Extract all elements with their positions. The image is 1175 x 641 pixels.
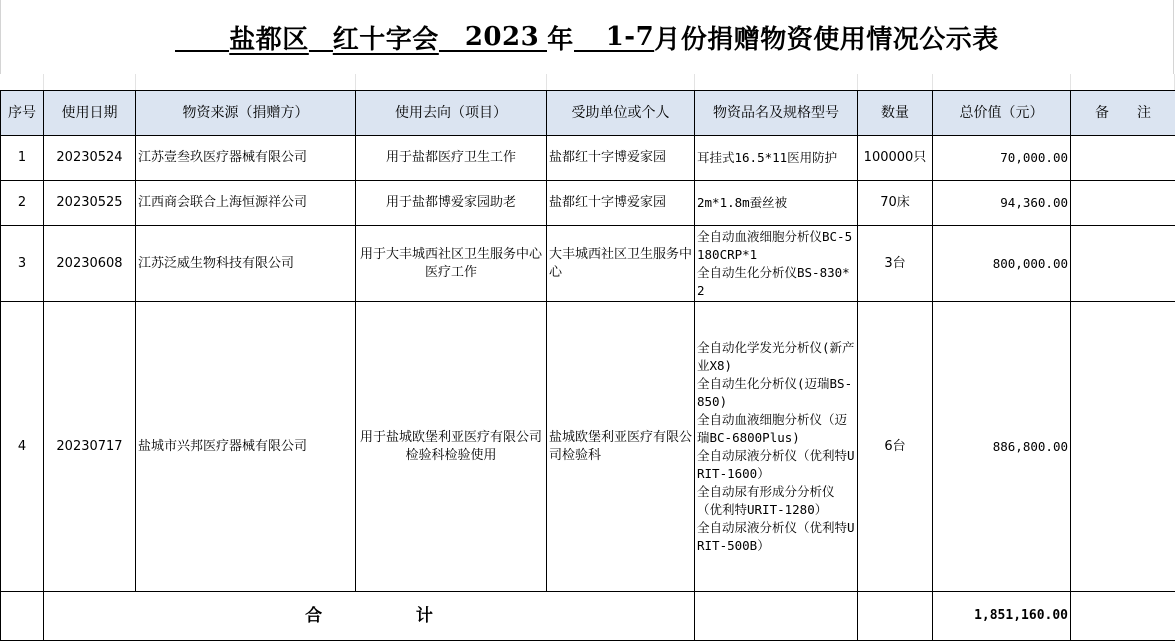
cell-remark[interactable] [1071, 302, 1175, 592]
cell-source[interactable]: 江西商会联合上海恒源祥公司 [136, 181, 356, 226]
title-org: 红十字会 [333, 19, 439, 56]
cell-date[interactable]: 20230524 [44, 136, 136, 181]
item-line: 全自动生化分析仪BS-830*2 [697, 264, 855, 300]
item-line: 耳挂式16.5*11医用防护 [697, 150, 837, 165]
col-header-date[interactable]: 使用日期 [44, 91, 136, 136]
table-header-row [1, 91, 1175, 136]
title-district: 盐都区 [229, 19, 309, 56]
cell-value[interactable]: 70,000.00 [933, 136, 1071, 181]
total-value[interactable]: 1,851,160.00 [933, 592, 1071, 641]
item-line: 全自动血液细胞分析仪（迈瑞BC-6800Plus) [697, 411, 855, 447]
cell-empty[interactable] [1071, 592, 1175, 641]
title-blank [439, 22, 465, 52]
item-line: 全自动尿液分析仪（优利特URIT-500B） [697, 519, 855, 555]
col-header-recipient[interactable]: 受助单位或个人 [547, 91, 695, 136]
table-row [1, 226, 1175, 302]
donation-table [0, 90, 1175, 641]
cell-qty[interactable]: 3台 [858, 226, 933, 302]
cell-empty[interactable] [1, 592, 44, 641]
cell-recipient[interactable]: 盐都红十字博爱家园 [547, 136, 695, 181]
col-header-purpose[interactable]: 使用去向（项目） [356, 91, 547, 136]
cell-remark[interactable] [1071, 181, 1175, 226]
title-year-suffix: 年 [547, 19, 574, 56]
cell-source[interactable]: 盐城市兴邦医疗器械有限公司 [136, 302, 356, 592]
cell-date[interactable]: 20230525 [44, 181, 136, 226]
cell-items[interactable] [695, 181, 858, 226]
item-line: 2m*1.8m蚕丝被 [697, 195, 787, 210]
item-line: 全自动尿有形成分分析仪（优利特URIT-1280） [697, 483, 855, 519]
item-line: 全自动尿液分析仪（优利特URIT-1600） [697, 447, 855, 483]
col-header-no[interactable]: 序号 [1, 91, 44, 136]
cell-value[interactable]: 94,360.00 [933, 181, 1071, 226]
cell-no[interactable]: 2 [1, 181, 44, 226]
title-year: 2023 [465, 22, 539, 52]
title-rest: 月份捐赠物资使用情况公示表 [654, 19, 999, 56]
col-header-source[interactable]: 物资来源（捐赠方） [136, 91, 356, 136]
page-title [0, 0, 1174, 74]
item-line: 全自动化学发光分析仪(新产业X8) [697, 339, 855, 375]
cell-date[interactable]: 20230608 [44, 226, 136, 302]
cell-no[interactable]: 4 [1, 302, 44, 592]
title-blank [539, 22, 547, 52]
title-blank [574, 22, 606, 52]
cell-recipient[interactable]: 大丰城西社区卫生服务中心 [547, 226, 695, 302]
item-line: 全自动血液细胞分析仪BC-5180CRP*1 [697, 228, 855, 264]
table-row [1, 136, 1175, 181]
total-row [1, 592, 1175, 641]
cell-value[interactable]: 800,000.00 [933, 226, 1071, 302]
cell-recipient[interactable]: 盐都红十字博爱家园 [547, 181, 695, 226]
total-label-1: 合 [305, 607, 322, 625]
cell-purpose[interactable]: 用于盐都博爱家园助老 [356, 181, 547, 226]
total-label-cell[interactable] [44, 592, 695, 641]
table-row [1, 302, 1175, 592]
title-period: 1-7 [606, 22, 654, 52]
cell-empty[interactable] [858, 592, 933, 641]
cell-qty[interactable]: 6台 [858, 302, 933, 592]
title-blank [309, 22, 333, 52]
cell-source[interactable]: 江苏泛威生物科技有限公司 [136, 226, 356, 302]
col-header-value[interactable]: 总价值（元） [933, 91, 1071, 136]
cell-remark[interactable] [1071, 136, 1175, 181]
item-line: 全自动生化分析仪(迈瑞BS-850) [697, 375, 855, 411]
title-blank [175, 22, 229, 52]
cell-items[interactable] [695, 136, 858, 181]
cell-no[interactable]: 3 [1, 226, 44, 302]
cell-source[interactable]: 江苏壹叁玖医疗器械有限公司 [136, 136, 356, 181]
cell-purpose[interactable]: 用于盐城欧堡利亚医疗有限公司检验科检验使用 [356, 302, 547, 592]
cell-no[interactable]: 1 [1, 136, 44, 181]
cell-items[interactable] [695, 226, 858, 302]
total-label-2: 计 [416, 607, 433, 625]
col-header-items[interactable]: 物资品名及规格型号 [695, 91, 858, 136]
col-header-remark[interactable]: 备 注 [1071, 91, 1175, 136]
cell-qty[interactable]: 100000只 [858, 136, 933, 181]
cell-date[interactable]: 20230717 [44, 302, 136, 592]
cell-purpose[interactable]: 用于盐都医疗卫生工作 [356, 136, 547, 181]
cell-remark[interactable] [1071, 226, 1175, 302]
cell-purpose[interactable]: 用于大丰城西社区卫生服务中心医疗工作 [356, 226, 547, 302]
col-header-qty[interactable]: 数量 [858, 91, 933, 136]
cell-value[interactable]: 886,800.00 [933, 302, 1071, 592]
cell-empty[interactable] [695, 592, 858, 641]
cell-qty[interactable]: 70床 [858, 181, 933, 226]
cell-recipient[interactable]: 盐城欧堡利亚医疗有限公司检验科 [547, 302, 695, 592]
cell-items[interactable] [695, 302, 858, 592]
spacer-row [0, 74, 1175, 90]
table-row [1, 181, 1175, 226]
